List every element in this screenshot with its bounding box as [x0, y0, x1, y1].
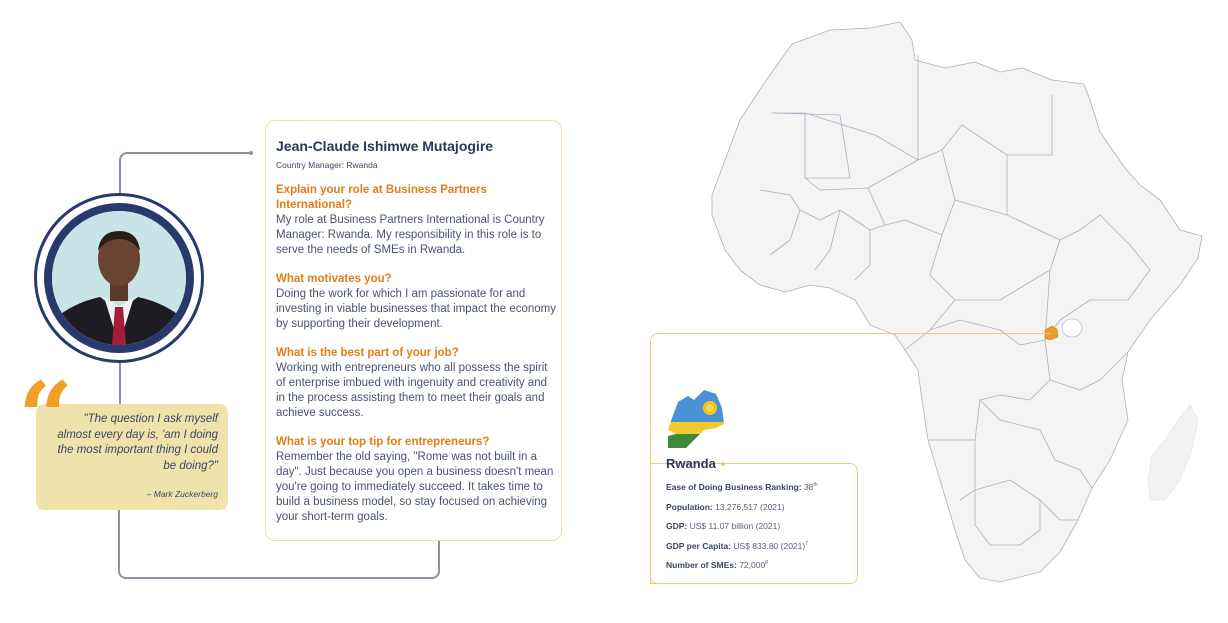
rwanda-flag-map-icon — [664, 388, 728, 450]
qa-item — [276, 435, 556, 525]
stat-number-of-smes — [666, 560, 768, 570]
callout-dot — [721, 462, 725, 466]
profile-name: Jean-Claude Ishimwe Mutajogire — [276, 138, 494, 154]
stat-label: Number of SMEs: — [666, 560, 737, 570]
stat-label: Population: — [666, 502, 713, 512]
country-name: Rwanda — [666, 456, 716, 471]
stat-footnote: 8 — [765, 560, 768, 567]
stat-footnote: th — [813, 482, 818, 489]
qa-question: What is the best part of your job? — [276, 347, 459, 359]
profile-role: Country Manager: Rwanda — [276, 160, 378, 170]
qa-item — [276, 272, 556, 332]
lake-victoria — [1062, 319, 1082, 337]
stat-label: GDP per Capita: — [666, 541, 732, 551]
qa-question: What motivates you? — [276, 273, 392, 285]
stat-gdp-per-capita — [666, 541, 808, 551]
qa-question: Explain your role at Business Partners International? — [276, 184, 487, 211]
stat-value: US$ 11.07 billion (2021) — [687, 521, 781, 531]
stat-value: 72,000 — [736, 560, 766, 570]
stat-label: Ease of Doing Business Ranking: — [666, 482, 802, 492]
qa-item — [276, 183, 556, 258]
stat-gdp — [666, 521, 780, 531]
connector-line-top — [119, 152, 253, 197]
qa-answer: Doing the work for which I am passionate for and investing in viable businesses that impact the economy by supporting their development. — [276, 288, 556, 330]
quote-mark-icon: “ — [18, 361, 68, 474]
stat-footnote: 7 — [805, 541, 809, 548]
connector-dot — [249, 151, 253, 155]
qa-answer: My role at Business Partners International is Country Manager: Rwanda. My responsibility in this role is to serve the needs of SMEs in Rwanda. — [276, 214, 545, 256]
stat-value: US$ 833.80 (2021) — [731, 541, 806, 551]
qa-question: What is your top tip for entrepreneurs? — [276, 436, 490, 448]
quote-author: – Mark Zuckerberg — [146, 489, 218, 499]
connector-line-middle — [119, 362, 121, 404]
person-photo-icon — [52, 211, 186, 345]
madagascar — [1148, 405, 1198, 500]
stat-label: GDP: — [666, 521, 688, 531]
stat-population — [666, 502, 785, 512]
qa-item — [276, 346, 556, 421]
qa-answer: Working with entrepreneurs who all possess the spirit of enterprise imbued with ingenuity and creativity and in the process assisting them to meet their goals and achieve success. — [276, 362, 548, 419]
quote-text: "The question I ask myself almost every day is, 'am I doing the most important thing I could be doing?" — [57, 413, 218, 472]
stat-ease-of-business — [666, 482, 818, 492]
stat-value: 38 — [801, 482, 814, 492]
qa-answer: Remember the old saying, "Rome was not built in a day". Just because you open a business doesn't mean you're going to immediately succeed. It takes time to build a business model, so stay focused on achieving your short-term goals. — [276, 451, 554, 523]
portrait-photo — [44, 203, 194, 353]
stat-value: 13,276,517 (2021) — [712, 502, 785, 512]
